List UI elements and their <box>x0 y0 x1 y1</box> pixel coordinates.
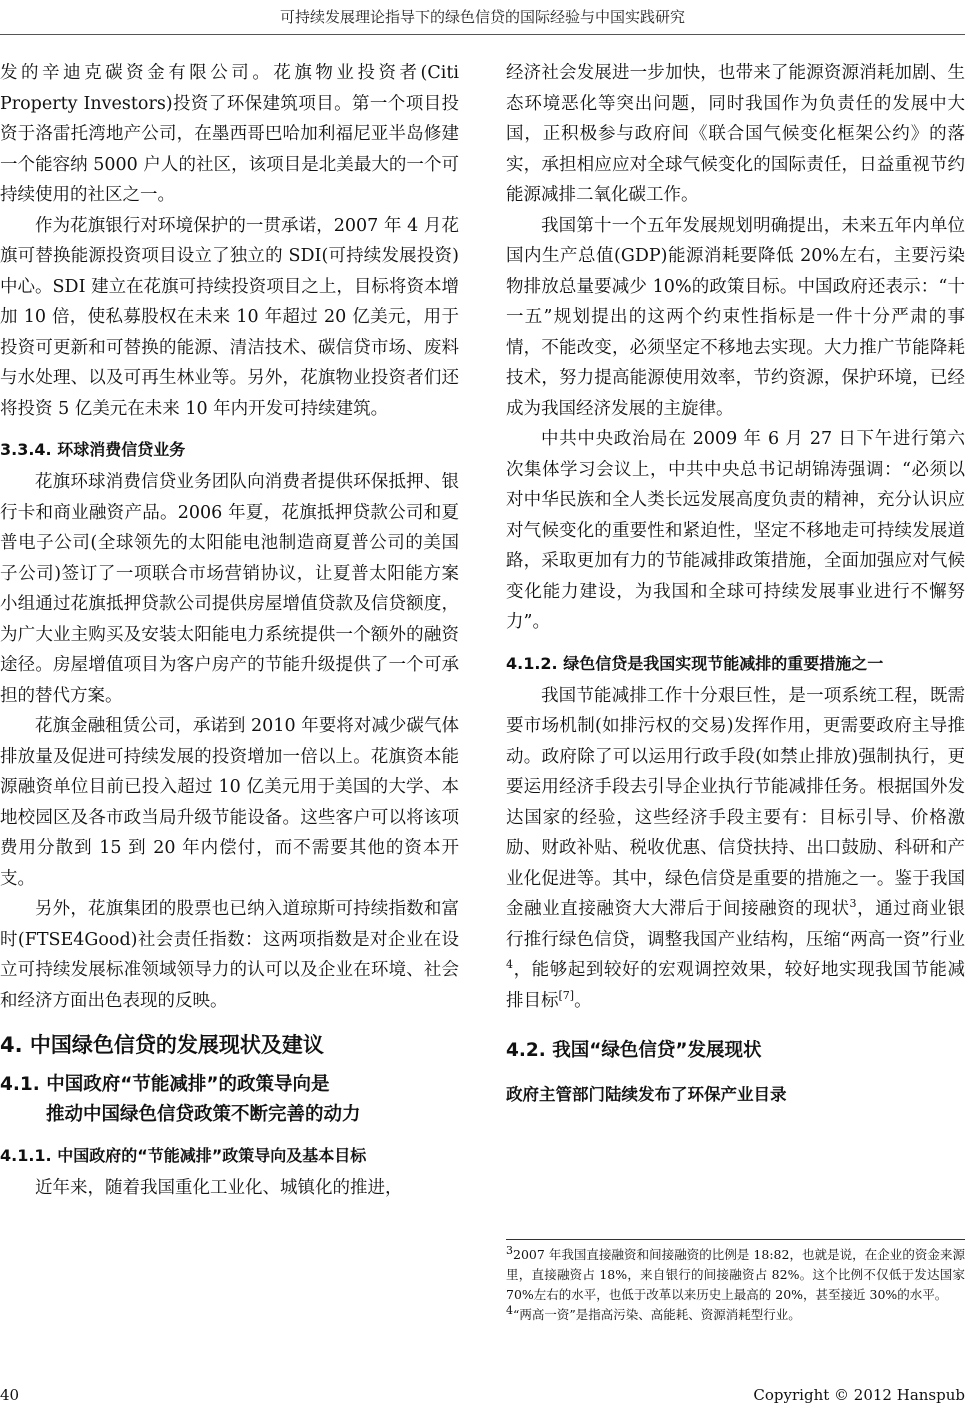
paragraph: 中共中央政治局在 2009 年 6 月 27 日下午进行第六次集体学习会议上，中共中央总书记胡锦涛强调：“必须以对中华民族和全人类长远发展高度负责的精神，充分认识应对气候变化的重要性和紧迫性，坚定不移地走可持续发展道路，采取更加有力的节能减排政策措施，全面加强应对气候变化能力建设，为我国和全球可持续发展事业进行不懈努力”。 <box>506 429 965 632</box>
footnote-text: “两高一资”是指高污染、高能耗、资源消耗型行业。 <box>513 1307 801 1322</box>
header-rule <box>0 34 965 35</box>
paragraph: 经济社会发展进一步加快，也带来了能源资源消耗加剧、生态环境恶化等突出问题，同时我国作为负责任的发展中大国，正积极参与政府间《联合国气候变化框架公约》的落实，承担相应应对全球气候变化的国际责任，日益重视节约能源减排二氧化碳工作。 <box>506 63 965 205</box>
right-column <box>506 58 965 1111</box>
paragraph: 我国第十一个五年发展规划明确提出，未来五年内单位国内生产总值(GDP)能源消耗要降低 20%左右，主要污染物排放总量要减少 10%的政策目标。中国政府还表示：“十一五”规划提出的这两个约束性指标是一件十分严肃的事情，不能改变，必须坚定不移地去实现。大力推广节能降耗技术，努力提高能源使用效率，节约资源，保护环境，已经成为我国经济发展的主旋律。 <box>506 215 965 419</box>
heading-line-1: 4.1. 中国政府“节能减排”的政策导向是 <box>0 1074 330 1095</box>
section-heading-3-3-4: 3.3.4. 环球消费信贷业务 <box>0 440 186 459</box>
section-heading-4-1-1: 4.1.1. 中国政府的“节能减排”政策导向及基本目标 <box>0 1146 367 1165</box>
footnote-text: 2007 年我国直接融资和间接融资的比例是 18:82，也就是说，在企业的资金来源里，直接融资占 18%，来自银行的间接融资占 82%。这个比例不仅低于发达国家 70%左右的水平，也低于改革以来历史上最高的 20%，甚至接近 30%的水平。 <box>506 1247 965 1302</box>
page-number: 40 <box>0 1386 20 1404</box>
copyright: Copyright © 2012 Hanspub <box>753 1386 965 1404</box>
text-run: ，通过商业银行推行绿色信贷，调整我国产业结构，压缩“两高一资”行业 <box>506 899 965 950</box>
running-header: 可持续发展理论指导下的绿色信贷的国际经验与中国实践研究 <box>279 8 685 26</box>
section-heading-4-1 <box>0 1070 459 1130</box>
paragraph: 另外，花旗集团的股票也已纳入道琼斯可持续指数和富时(FTSE4Good)社会责任指数：这两项指数是对企业在设立可持续发展标准领域领导力的认可以及企业在环境、社会和经济方面出色表现的反映。 <box>0 899 459 1011</box>
paragraph: 花旗环球消费信贷业务团队向消费者提供环保抵押、银行卡和商业融资产品。2006 年夏，花旗抵押贷款公司和夏普电子公司(全球领先的太阳能电池制造商夏普公司的美国子公司)签订了一项联合市场营销协议，让夏普太阳能方案小组通过花旗抵押贷款公司提供房屋增值贷款及信贷额度，为广大业主购买及安装太阳能电力系统提供一个额外的融资途径。房屋增值项目为客户房产的节能升级提供了一个可承担的替代方案。 <box>0 472 459 706</box>
footnote-ref-4[interactable]: 4 <box>506 958 513 972</box>
heading-line-2: 推动中国绿色信贷政策不断完善的动力 <box>46 1104 361 1125</box>
text-run: ，能够起到较好的宏观调控效果，较好地实现我国节能减排目标 <box>506 960 965 1011</box>
text-run: 我国节能减排工作十分艰巨性，是一项系统工程，既需要市场机制(如排污权的交易)发挥作用，更需要政府主导推动。政府除了可以运用行政手段(如禁止排放)强制执行，更要运用经济手段去引导企业执行节能减排任务。根据国外发达国家的经验，这些经济手段主要有：目标引导、价格激励、财政补贴、税收优惠、信贷扶持、出口鼓励、科研和产业化促进等。其中，绿色信贷是重要的措施之一。鉴于我国金融业直接融资大大滞后于间接融资的现状 <box>506 685 965 919</box>
section-heading-4-1-2: 4.1.2. 绿色信贷是我国实现节能减排的重要措施之一 <box>506 653 884 673</box>
text-run: 。 <box>574 990 592 1011</box>
section-heading-4-2: 4.2. 我国“绿色信贷”发展现状 <box>506 1040 762 1061</box>
left-column <box>0 58 459 1204</box>
footnote-mark: 3 <box>506 1243 513 1257</box>
paragraph: 花旗金融租赁公司，承诺到 2010 年要将对减少碳气体排放量及促进可持续发展的投资增加一倍以上。花旗资本能源融资单位目前已投入超过 10 亿美元用于美国的大学、本地校园区及各市政当局升级节能设备。这些客户可以将该项费用分散到 15 到 20 年内偿付，而不需要其他的资本开支。 <box>0 716 459 889</box>
footnote-ref-3[interactable]: 3 <box>849 897 857 911</box>
footnote-3 <box>506 1245 965 1305</box>
paragraph: 发的辛迪克碳资金有限公司。花旗物业投资者(Citi Property Investors)投资了环保建筑项目。第一个项目投资于洛雷托湾地产公司，在墨西哥巴哈加利福尼亚半岛修建一个能容纳 5000 户人的社区，该项目是北美最大的一个可持续使用的社区之一。 <box>0 63 459 205</box>
citation-ref[interactable]: [7] <box>558 988 575 1002</box>
footnote-4 <box>506 1305 965 1325</box>
paragraph <box>506 681 965 1017</box>
footnotes <box>506 1239 965 1325</box>
section-heading-4: 4. 中国绿色信贷的发展现状及建议 <box>0 1033 324 1057</box>
footnote-mark: 4 <box>506 1303 513 1317</box>
paragraph: 近年来，随着我国重化工业化、城镇化的推进， <box>35 1178 403 1198</box>
subsection-title: 政府主管部门陆续发布了环保产业目录 <box>506 1085 787 1104</box>
paragraph: 作为花旗银行对环境保护的一贯承诺，2007 年 4 月花旗可替换能源投资项目设立了独立的 SDI(可持续发展投资)中心。SDI 建立在花旗可持续投资项目之上，目标将资本增加 10 倍，使私募股权在未来 10 年超过 20 亿美元，用于投资可更新和可替换的能源、清洁技术、碳信贷市场、废料与水处理、以及可再生林业等。另外，花旗物业投资者们还将投资 5 亿美元在未来 10 年内开发可持续建筑。 <box>0 215 459 419</box>
